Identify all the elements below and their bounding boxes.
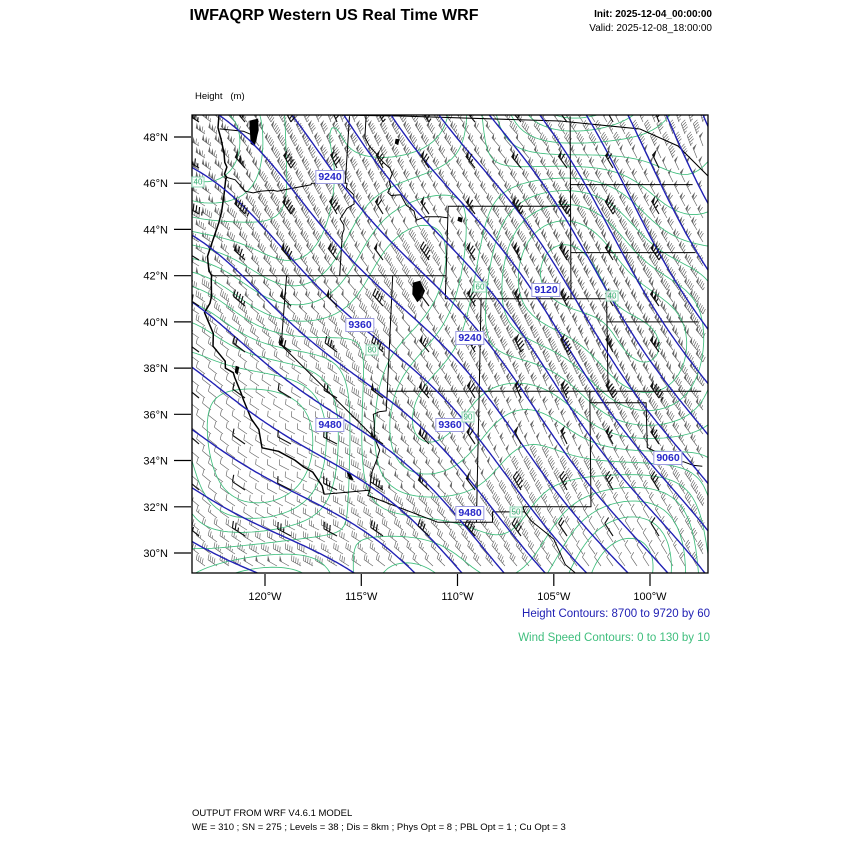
lat-tick-label: 48°N	[143, 132, 168, 144]
lat-tick-label: 30°N	[143, 548, 168, 560]
lat-tick-label: 44°N	[143, 224, 168, 237]
lon-tick-label: 105°W	[537, 591, 571, 603]
wind-contour-label: 40	[607, 291, 617, 301]
footer-config-line: WE = 310 ; SN = 275 ; Levels = 38 ; Dis = 8km ; Phys Opt = 8 ; PBL Opt = 1 ; Cu Opt = 3	[192, 822, 566, 833]
lat-tick-label: 34°N	[143, 455, 168, 468]
wind-contour-label: 90	[463, 412, 473, 422]
height-contour-label: 9360	[345, 318, 374, 332]
lat-tick-label: 40°N	[143, 316, 168, 329]
height-contour-label: 9480	[455, 506, 484, 520]
init-time: Init: 2025-12-04_00:00:00	[594, 9, 712, 20]
height-contour-label: 9240	[455, 331, 484, 345]
height-contour-label: 9240	[315, 170, 344, 184]
wind-contour-legend: Wind Speed Contours: 0 to 130 by 10	[518, 632, 710, 644]
height-contour-legend: Height Contours: 8700 to 9720 by 60	[522, 608, 710, 620]
footer-model-line: OUTPUT FROM WRF V4.6.1 MODEL	[192, 808, 353, 819]
height-contour-label: 9360	[435, 418, 464, 432]
legend-height-line: Height (m)	[195, 91, 245, 102]
wind-contour-label: 80	[367, 345, 377, 355]
height-contour-label: 9120	[531, 283, 560, 297]
plot-title: IWFAQRP Western US Real Time WRF	[189, 7, 479, 24]
lat-tick-label: 46°N	[143, 178, 168, 191]
lon-tick-label: 120°W	[248, 591, 282, 603]
lat-tick-label: 32°N	[143, 501, 168, 514]
lon-tick-label: 110°W	[441, 591, 474, 603]
height-contour-label: 9060	[653, 451, 682, 465]
lon-tick-label: 100°W	[633, 591, 667, 603]
lat-tick-label: 36°N	[143, 409, 168, 422]
valid-time: Valid: 2025-12-08_18:00:00	[589, 23, 712, 34]
wind-contour-label: 40	[193, 177, 203, 187]
height-contour-label: 9480	[315, 418, 344, 432]
lat-tick-label: 42°N	[143, 270, 168, 283]
wind-contour-label: 50	[511, 507, 521, 517]
lat-tick-label: 38°N	[143, 363, 168, 376]
lon-tick-label: 115°W	[345, 591, 378, 603]
wind-contour-label: 60	[475, 282, 485, 292]
